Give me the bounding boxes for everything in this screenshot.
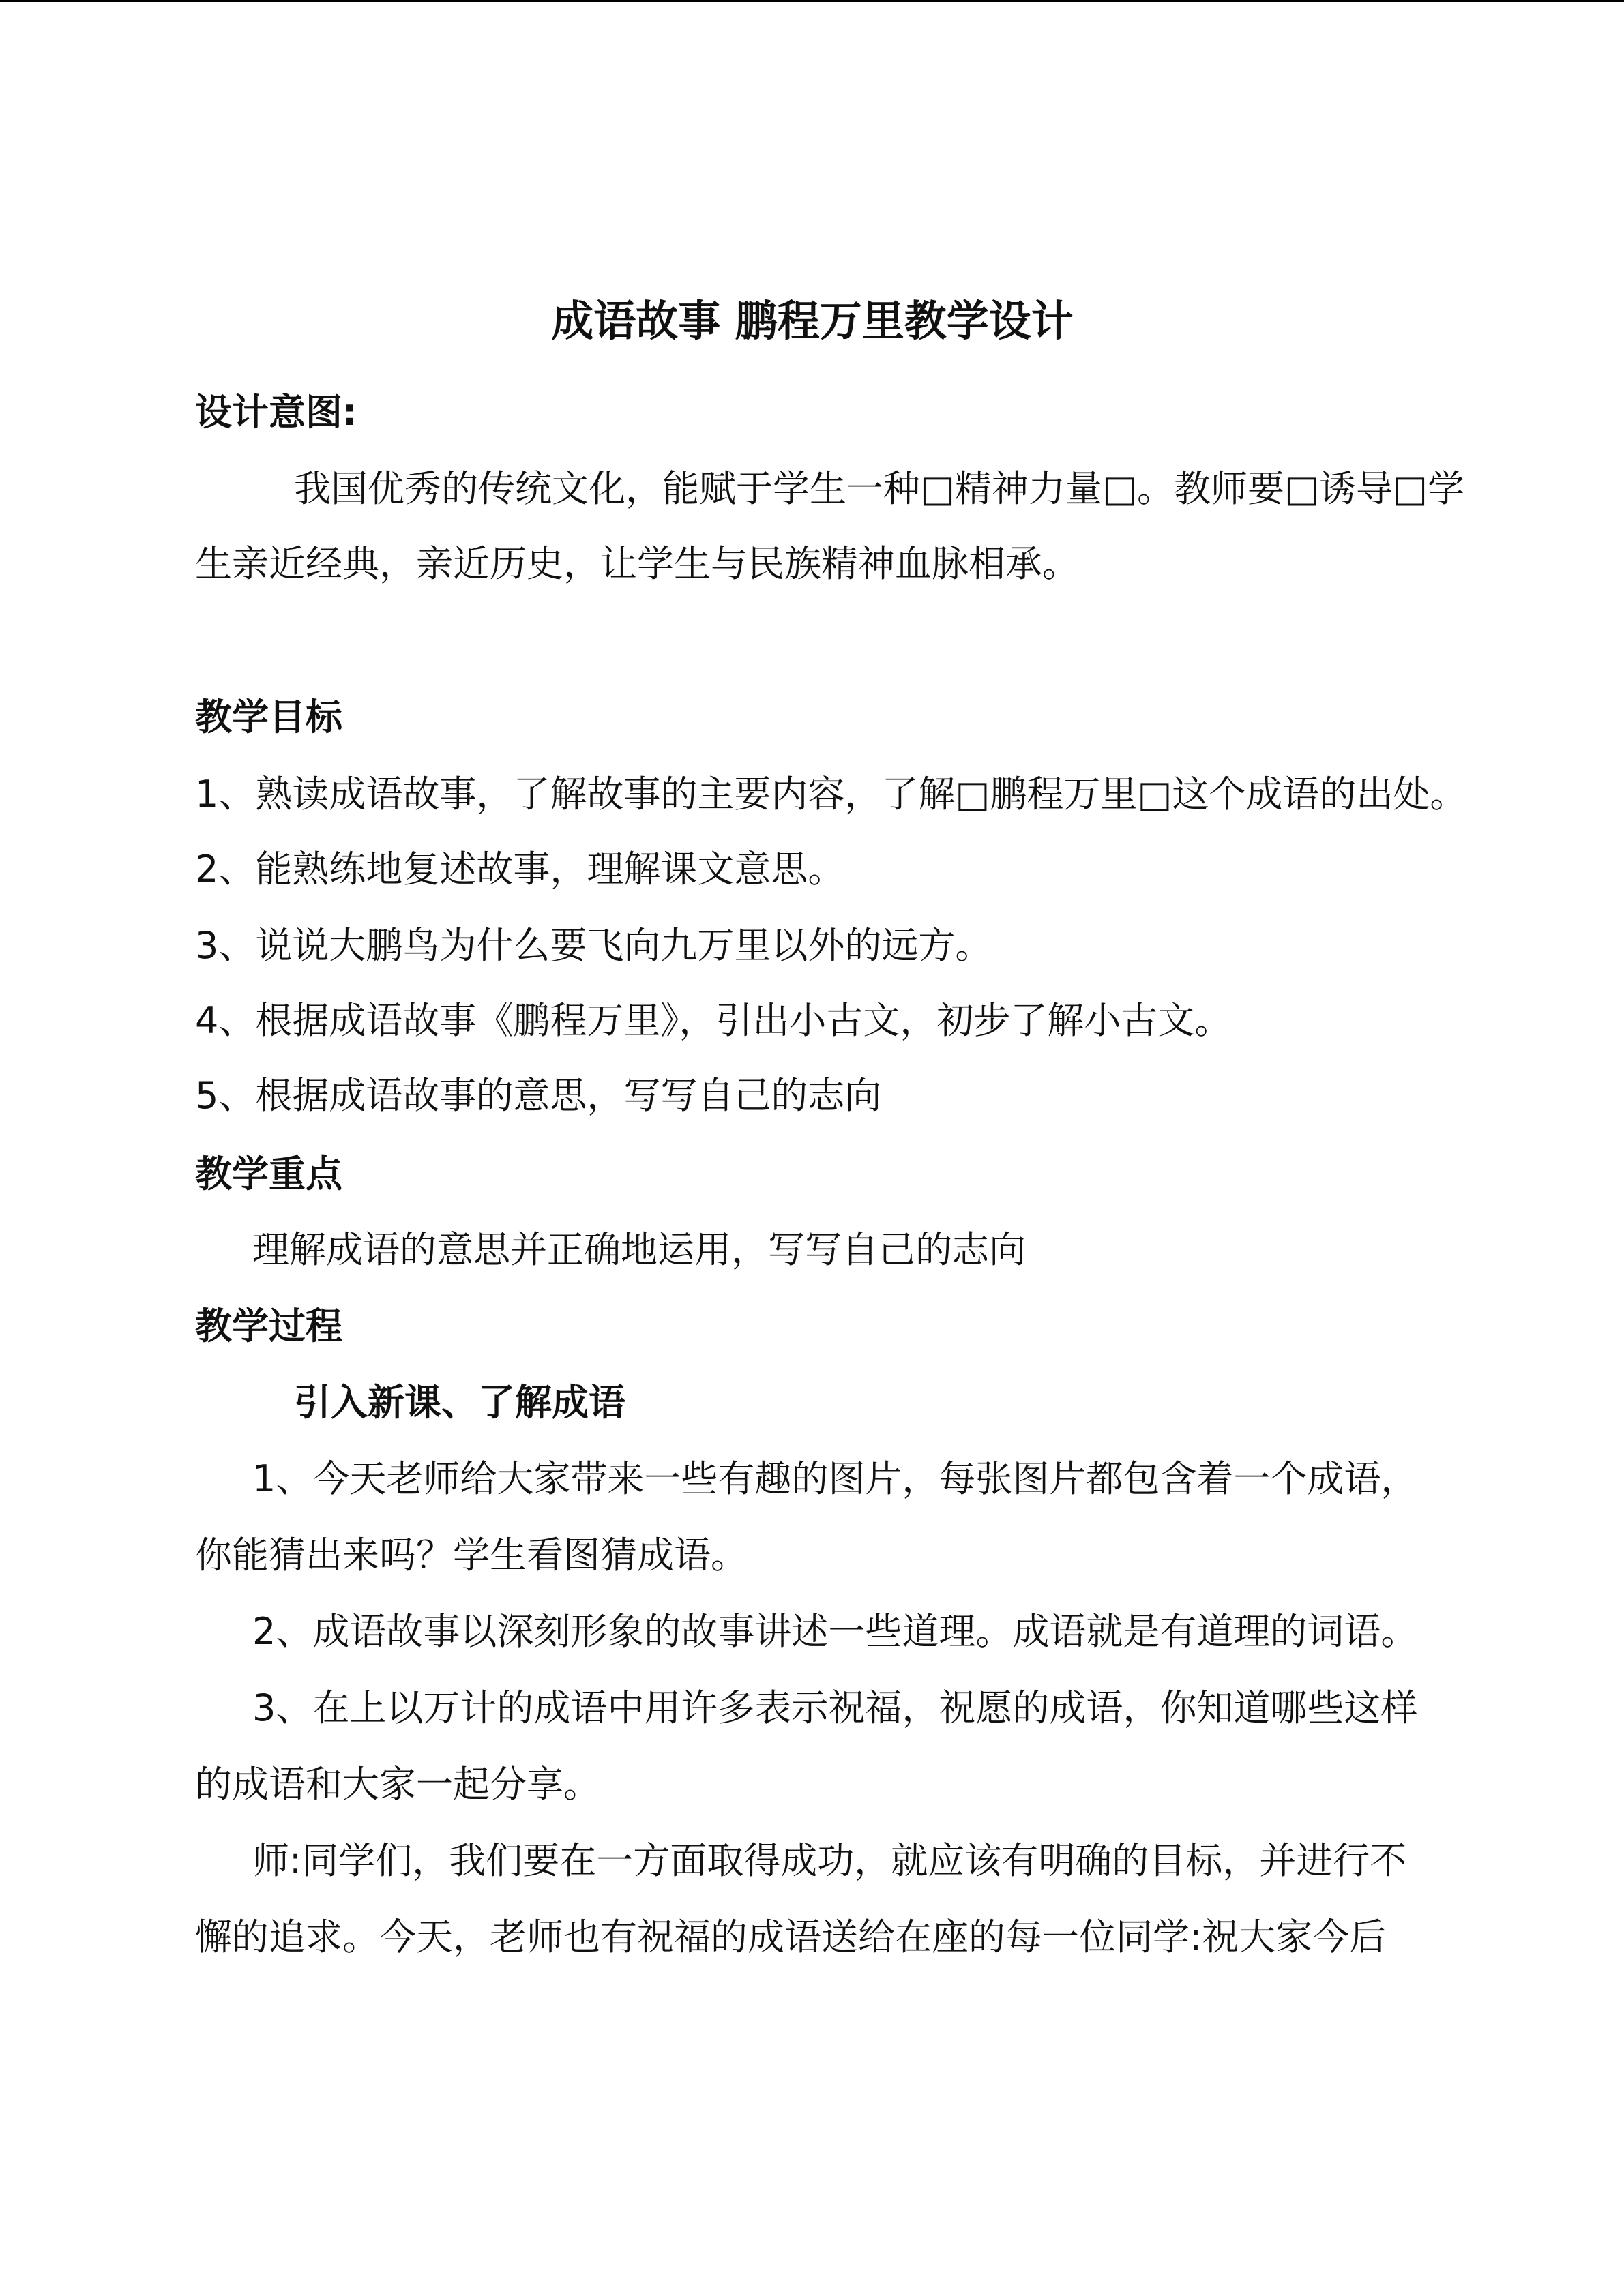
goal-item: 3、说说大鹏鸟为什么要飞向九万里以外的远方。 [195,924,992,967]
design-intent-heading: 设计意图: [195,391,357,434]
design-intent-paragraph-line: 生亲近经典，亲近历史，让学生与民族精神血脉相承。 [195,542,1079,585]
process-heading: 教学过程 [195,1304,342,1347]
goal-item: 4、根据成语故事《鹏程万里》，引出小古文，初步了解小古文。 [195,999,1232,1042]
goal-item: 2、能熟练地复述故事，理解课文意思。 [195,848,845,891]
process-paragraph-line: 的成语和大家一起分享。 [195,1763,600,1806]
process-paragraph-line: 师:同学们，我们要在一方面取得成功，就应该有明确的目标，并进行不 [252,1839,1407,1882]
goal-item: 5、根据成语故事的意思，写写自己的志向 [195,1074,882,1117]
document-title: 成语故事 鹏程万里教学设计 [551,296,1074,346]
goals-heading: 教学目标 [195,696,342,739]
process-paragraph-line: 2、成语故事以深刻形象的故事讲述一些道理。成语就是有道理的词语。 [252,1610,1418,1653]
process-paragraph-line: 1、今天老师给大家带来一些有趣的图片，每张图片都包含着一个成语， [252,1457,1418,1500]
process-subheading: 引入新课、了解成语 [294,1381,625,1424]
process-paragraph-line: 你能猜出来吗？学生看图猜成语。 [195,1534,748,1577]
focus-text: 理解成语的意思并正确地运用，写写自己的志向 [252,1228,1026,1271]
design-intent-paragraph-line: 我国优秀的传统文化，能赋于学生一种□精神力量□。教师要□诱导□学 [294,467,1465,510]
page-top-border [0,0,1624,2]
goal-item: 1、熟读成语故事，了解故事的主要内容，了解□鹏程万里□这个成语的出处。 [195,773,1467,816]
focus-heading: 教学重点 [195,1152,342,1195]
process-paragraph-line: 懈的追求。今天，老师也有祝福的成语送给在座的每一位同学:祝大家今后 [195,1915,1387,1958]
process-paragraph-line: 3、在上以万计的成语中用许多表示祝福，祝愿的成语，你知道哪些这样 [252,1686,1418,1729]
